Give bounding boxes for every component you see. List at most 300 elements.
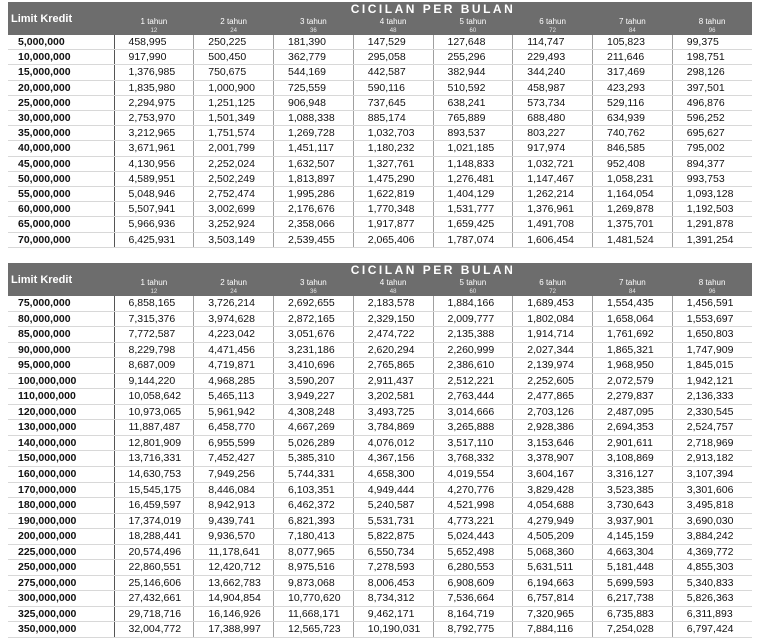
table-row: [8, 544, 752, 560]
installment-cell: 7,884,116: [513, 622, 593, 638]
installment-cell: 4,471,456: [194, 342, 274, 358]
installment-cell: 2,718,969: [672, 435, 752, 451]
installment-cell: 8,446,084: [194, 482, 274, 498]
installment-cell: 1,391,254: [672, 232, 752, 247]
tenor-months-header: 60: [433, 288, 513, 296]
installment-cell: 6,757,814: [513, 591, 593, 607]
installment-cell: 1,058,231: [593, 171, 673, 186]
tenor-months-header: 24: [194, 288, 274, 296]
installment-cell: 638,241: [433, 95, 513, 110]
installment-cell: 5,652,498: [433, 544, 513, 560]
tenor-months-header: 96: [672, 27, 752, 35]
installment-cell: 14,630,753: [114, 467, 194, 483]
installment-cell: 725,559: [274, 80, 354, 95]
installment-cell: 2,901,611: [593, 435, 673, 451]
table-row: [8, 513, 752, 529]
installment-cell: 688,480: [513, 111, 593, 126]
installment-cell: 737,645: [353, 95, 433, 110]
installment-cell: 105,823: [593, 35, 673, 50]
installment-cell: 1,180,232: [353, 141, 433, 156]
installment-cell: 5,385,310: [274, 451, 354, 467]
installment-cell: 2,692,655: [274, 296, 354, 311]
installment-cell: 2,136,333: [672, 389, 752, 405]
installment-cell: 8,792,775: [433, 622, 513, 638]
installment-cell: 18,288,441: [114, 529, 194, 545]
installment-cell: 2,911,437: [353, 373, 433, 389]
installment-cell: 20,574,496: [114, 544, 194, 560]
installment-cell: 1,375,701: [593, 217, 673, 232]
installment-cell: 885,174: [353, 111, 433, 126]
table-row: [8, 467, 752, 483]
tenor-months-header: 96: [672, 288, 752, 296]
installment-cell: 3,517,110: [433, 435, 513, 451]
limit-cell: 225,000,000: [8, 544, 114, 560]
installment-cell: 3,768,332: [433, 451, 513, 467]
installment-cell: 4,145,159: [593, 529, 673, 545]
installment-cell: 6,550,734: [353, 544, 433, 560]
limit-cell: 100,000,000: [8, 373, 114, 389]
table-row: [8, 171, 752, 186]
installment-cell: 3,410,696: [274, 358, 354, 374]
installment-cell: 6,194,663: [513, 575, 593, 591]
table-row: [8, 575, 752, 591]
installment-cell: 2,329,150: [353, 311, 433, 327]
installment-cell: 362,779: [274, 50, 354, 65]
installment-cell: 99,375: [672, 35, 752, 50]
installment-cell: 917,990: [114, 50, 194, 65]
installment-cell: 4,663,304: [593, 544, 673, 560]
installment-cell: 3,784,869: [353, 420, 433, 436]
installment-cell: 7,278,593: [353, 560, 433, 576]
installment-cell: 3,937,901: [593, 513, 673, 529]
installment-cell: 1,632,507: [274, 156, 354, 171]
installment-cell: 1,813,897: [274, 171, 354, 186]
installment-cell: 1,251,125: [194, 95, 274, 110]
installment-cell: 4,270,776: [433, 482, 513, 498]
installment-cell: 7,452,427: [194, 451, 274, 467]
installment-cell: 2,176,676: [274, 202, 354, 217]
installment-cell: 9,439,741: [194, 513, 274, 529]
installment-cell: 4,369,772: [672, 544, 752, 560]
installment-cell: 1,865,321: [593, 342, 673, 358]
installment-cell: 16,459,597: [114, 498, 194, 514]
table-body: [8, 296, 752, 638]
installment-cell: 2,027,344: [513, 342, 593, 358]
table-row: [8, 560, 752, 576]
installment-cell: 740,762: [593, 126, 673, 141]
installment-cell: 295,058: [353, 50, 433, 65]
table-row: [8, 311, 752, 327]
installment-cell: 3,495,818: [672, 498, 752, 514]
limit-cell: 275,000,000: [8, 575, 114, 591]
table-row: [8, 80, 752, 95]
installment-cell: 1,914,714: [513, 327, 593, 343]
installment-cell: 1,553,697: [672, 311, 752, 327]
installment-cell: 2,279,837: [593, 389, 673, 405]
table-row: [8, 529, 752, 545]
limit-cell: 110,000,000: [8, 389, 114, 405]
installment-cell: 2,001,799: [194, 141, 274, 156]
limit-cell: 200,000,000: [8, 529, 114, 545]
table-row: [8, 606, 752, 622]
installment-cell: 255,296: [433, 50, 513, 65]
limit-cell: 350,000,000: [8, 622, 114, 638]
table-row: [8, 451, 752, 467]
installment-cell: 11,668,171: [274, 606, 354, 622]
installment-cell: 9,462,171: [353, 606, 433, 622]
installment-cell: 3,002,699: [194, 202, 274, 217]
installment-cell: 3,153,646: [513, 435, 593, 451]
table-row: [8, 420, 752, 436]
table-row: [8, 622, 752, 638]
installment-cell: 5,181,448: [593, 560, 673, 576]
installment-cell: 2,183,578: [353, 296, 433, 311]
installment-cell: 8,164,719: [433, 606, 513, 622]
tenor-years-header: 7 tahun: [593, 277, 673, 288]
table-row: [8, 435, 752, 451]
installment-cell: 1,845,015: [672, 358, 752, 374]
tenor-months-header: 36: [274, 288, 354, 296]
installment-cell: 4,658,300: [353, 467, 433, 483]
table-row: [8, 389, 752, 405]
installment-cell: 2,358,066: [274, 217, 354, 232]
installment-cell: 952,408: [593, 156, 673, 171]
installment-cell: 4,308,248: [274, 404, 354, 420]
installment-cell: 1,491,708: [513, 217, 593, 232]
installment-cell: 1,456,591: [672, 296, 752, 311]
installment-cell: 1,751,574: [194, 126, 274, 141]
limit-cell: 60,000,000: [8, 202, 114, 217]
installment-cell: 3,301,606: [672, 482, 752, 498]
installment-cell: 1,148,833: [433, 156, 513, 171]
tenor-years-header: 8 tahun: [672, 16, 752, 27]
tenor-years-header: 2 tahun: [194, 277, 274, 288]
installment-cell: 590,116: [353, 80, 433, 95]
installment-cell: 12,801,909: [114, 435, 194, 451]
installment-cell: 2,135,388: [433, 327, 513, 343]
installment-cell: 1,968,950: [593, 358, 673, 374]
installment-cell: 1,192,503: [672, 202, 752, 217]
limit-cell: 5,000,000: [8, 35, 114, 50]
installment-cell: 382,944: [433, 65, 513, 80]
installment-cell: 11,178,641: [194, 544, 274, 560]
installment-cell: 3,671,961: [114, 141, 194, 156]
installment-cell: 4,279,949: [513, 513, 593, 529]
tenor-years-header: 6 tahun: [513, 277, 593, 288]
installment-cell: 1,554,435: [593, 296, 673, 311]
table-row: [8, 327, 752, 343]
installment-cell: 198,751: [672, 50, 752, 65]
installment-cell: 10,058,642: [114, 389, 194, 405]
installment-cell: 5,744,331: [274, 467, 354, 483]
tenor-years-row: [8, 16, 752, 27]
installment-cell: 7,180,413: [274, 529, 354, 545]
installment-table-1: [8, 2, 752, 248]
installment-cell: 3,231,186: [274, 342, 354, 358]
installment-cell: 17,388,997: [194, 622, 274, 638]
tenor-years-header: 8 tahun: [672, 277, 752, 288]
installment-cell: 6,103,351: [274, 482, 354, 498]
installment-cell: 5,024,443: [433, 529, 513, 545]
installment-cell: 442,587: [353, 65, 433, 80]
installment-cell: 2,487,095: [593, 404, 673, 420]
installment-cell: 147,529: [353, 35, 433, 50]
installment-cell: 2,294,975: [114, 95, 194, 110]
installment-cell: 3,604,167: [513, 467, 593, 483]
installment-cell: 2,330,545: [672, 404, 752, 420]
installment-cell: 1,404,129: [433, 187, 513, 202]
installment-cell: 846,585: [593, 141, 673, 156]
table-row: [8, 217, 752, 232]
installment-cell: 917,974: [513, 141, 593, 156]
limit-cell: 170,000,000: [8, 482, 114, 498]
tenor-years-row: [8, 277, 752, 288]
table-row: [8, 126, 752, 141]
limit-cell: 95,000,000: [8, 358, 114, 374]
limit-cell: 40,000,000: [8, 141, 114, 156]
installment-cell: 7,949,256: [194, 467, 274, 483]
installment-cell: 6,858,165: [114, 296, 194, 311]
installment-cell: 1,787,074: [433, 232, 513, 247]
limit-cell: 15,000,000: [8, 65, 114, 80]
installment-cell: 32,004,772: [114, 622, 194, 638]
installment-cell: 3,726,214: [194, 296, 274, 311]
installment-cell: 11,887,487: [114, 420, 194, 436]
table-row: [8, 141, 752, 156]
tenor-years-header: 2 tahun: [194, 16, 274, 27]
limit-cell: 190,000,000: [8, 513, 114, 529]
installment-cell: 8,942,913: [194, 498, 274, 514]
installment-cell: 1,376,985: [114, 65, 194, 80]
installment-cell: 6,311,893: [672, 606, 752, 622]
installment-cell: 2,703,126: [513, 404, 593, 420]
installment-cell: 8,229,798: [114, 342, 194, 358]
installment-cell: 5,699,593: [593, 575, 673, 591]
installment-cell: 993,753: [672, 171, 752, 186]
limit-cell: 65,000,000: [8, 217, 114, 232]
tenor-months-header: 12: [114, 288, 194, 296]
installment-cell: 510,592: [433, 80, 513, 95]
installment-cell: 4,855,303: [672, 560, 752, 576]
installment-cell: 10,190,031: [353, 622, 433, 638]
tenor-months-header: 12: [114, 27, 194, 35]
installment-cell: 634,939: [593, 111, 673, 126]
limit-cell: 325,000,000: [8, 606, 114, 622]
table-row: [8, 65, 752, 80]
tenor-months-header: 24: [194, 27, 274, 35]
installment-cell: 894,377: [672, 156, 752, 171]
installment-cell: 6,735,883: [593, 606, 673, 622]
table-body: [8, 35, 752, 247]
installment-cell: 5,465,113: [194, 389, 274, 405]
installment-cell: 1,021,185: [433, 141, 513, 156]
installment-cell: 3,829,428: [513, 482, 593, 498]
installment-cell: 8,975,516: [274, 560, 354, 576]
installment-cell: 1,093,128: [672, 187, 752, 202]
installment-cell: 1,942,121: [672, 373, 752, 389]
installment-cell: 1,000,900: [194, 80, 274, 95]
installment-cell: 1,747,909: [672, 342, 752, 358]
installment-cell: 2,065,406: [353, 232, 433, 247]
limit-cell: 130,000,000: [8, 420, 114, 436]
installment-cell: 3,107,394: [672, 467, 752, 483]
installment-cell: 2,763,444: [433, 389, 513, 405]
installment-cell: 1,835,980: [114, 80, 194, 95]
installment-cell: 15,545,175: [114, 482, 194, 498]
installment-cell: 2,539,455: [274, 232, 354, 247]
limit-cell: 20,000,000: [8, 80, 114, 95]
installment-cell: 458,987: [513, 80, 593, 95]
installment-cell: 1,088,338: [274, 111, 354, 126]
installment-cell: 4,773,221: [433, 513, 513, 529]
table-row: [8, 111, 752, 126]
installment-table-2: [8, 263, 752, 638]
installment-cell: 750,675: [194, 65, 274, 80]
tenor-years-header: 3 tahun: [274, 16, 354, 27]
installment-cell: 6,217,738: [593, 591, 673, 607]
installment-cell: 22,860,551: [114, 560, 194, 576]
installment-cell: 795,002: [672, 141, 752, 156]
table-row: [8, 404, 752, 420]
tenor-months-header: 48: [353, 288, 433, 296]
installment-cell: 6,462,372: [274, 498, 354, 514]
tenor-years-header: 5 tahun: [433, 277, 513, 288]
installment-cell: 12,420,712: [194, 560, 274, 576]
installment-cell: 5,531,731: [353, 513, 433, 529]
installment-cell: 7,254,028: [593, 622, 673, 638]
table-row: [8, 202, 752, 217]
installment-cell: 6,797,424: [672, 622, 752, 638]
installment-cell: 458,995: [114, 35, 194, 50]
limit-cell: 50,000,000: [8, 171, 114, 186]
installment-cell: 1,659,425: [433, 217, 513, 232]
limit-cell: 45,000,000: [8, 156, 114, 171]
installment-cell: 211,646: [593, 50, 673, 65]
installment-cell: 1,650,803: [672, 327, 752, 343]
installment-cell: 1,761,692: [593, 327, 673, 343]
installment-cell: 3,974,628: [194, 311, 274, 327]
installment-cell: 4,521,998: [433, 498, 513, 514]
installment-cell: 1,262,214: [513, 187, 593, 202]
tenor-months-row: [8, 288, 752, 296]
installment-cell: 5,826,363: [672, 591, 752, 607]
installment-cell: 3,503,149: [194, 232, 274, 247]
tenor-months-header: 84: [593, 27, 673, 35]
tenor-months-header: 84: [593, 288, 673, 296]
installment-cell: 2,620,294: [353, 342, 433, 358]
installment-cell: 1,689,453: [513, 296, 593, 311]
tenor-months-header: 36: [274, 27, 354, 35]
installment-cell: 9,936,570: [194, 529, 274, 545]
installment-cell: 695,627: [672, 126, 752, 141]
table-row: [8, 498, 752, 514]
installment-cell: 5,026,289: [274, 435, 354, 451]
installment-cell: 2,252,605: [513, 373, 593, 389]
table-row: [8, 482, 752, 498]
installment-cell: 7,536,664: [433, 591, 513, 607]
limit-cell: 140,000,000: [8, 435, 114, 451]
installment-cell: 1,475,290: [353, 171, 433, 186]
limit-kredit-header: Limit Kredit: [8, 2, 114, 35]
table-title: CICILAN PER BULAN: [114, 2, 752, 16]
table-row: [8, 296, 752, 311]
installment-cell: 6,955,599: [194, 435, 274, 451]
installment-cell: 423,293: [593, 80, 673, 95]
installment-cell: 5,961,942: [194, 404, 274, 420]
installment-cell: 29,718,716: [114, 606, 194, 622]
installment-cell: 2,694,353: [593, 420, 673, 436]
installment-cell: 803,227: [513, 126, 593, 141]
installment-cell: 1,147,467: [513, 171, 593, 186]
installment-cell: 2,502,249: [194, 171, 274, 186]
installment-cell: 17,374,019: [114, 513, 194, 529]
installment-cell: 2,928,386: [513, 420, 593, 436]
installment-cell: 6,425,931: [114, 232, 194, 247]
limit-cell: 10,000,000: [8, 50, 114, 65]
installment-cell: 3,523,385: [593, 482, 673, 498]
installment-cell: 1,606,454: [513, 232, 593, 247]
installment-cell: 2,872,165: [274, 311, 354, 327]
installment-cell: 5,631,511: [513, 560, 593, 576]
tenor-months-header: 60: [433, 27, 513, 35]
installment-cell: 127,648: [433, 35, 513, 50]
tenor-years-header: 1 tahun: [114, 16, 194, 27]
installment-cell: 1,451,117: [274, 141, 354, 156]
installment-cell: 2,139,974: [513, 358, 593, 374]
installment-cell: 8,006,453: [353, 575, 433, 591]
installment-cell: 4,367,156: [353, 451, 433, 467]
installment-cell: 114,747: [513, 35, 593, 50]
installment-cell: 3,590,207: [274, 373, 354, 389]
installment-cell: 2,512,221: [433, 373, 513, 389]
installment-cell: 8,734,312: [353, 591, 433, 607]
installment-cell: 4,719,871: [194, 358, 274, 374]
installment-cell: 7,315,376: [114, 311, 194, 327]
installment-cell: 1,802,084: [513, 311, 593, 327]
installment-cell: 2,474,722: [353, 327, 433, 343]
installment-cell: 1,481,524: [593, 232, 673, 247]
limit-cell: 25,000,000: [8, 95, 114, 110]
tenor-months-header: 72: [513, 288, 593, 296]
table-row: [8, 95, 752, 110]
installment-cell: 1,269,878: [593, 202, 673, 217]
installment-cell: 4,589,951: [114, 171, 194, 186]
installment-cell: 1,269,728: [274, 126, 354, 141]
limit-cell: 35,000,000: [8, 126, 114, 141]
installment-cell: 5,048,946: [114, 187, 194, 202]
installment-cell: 906,948: [274, 95, 354, 110]
installment-cell: 5,966,936: [114, 217, 194, 232]
tenor-years-header: 1 tahun: [114, 277, 194, 288]
tenor-months-row: [8, 27, 752, 35]
installment-cell: 13,662,783: [194, 575, 274, 591]
installment-cell: 2,252,024: [194, 156, 274, 171]
tenor-years-header: 4 tahun: [353, 16, 433, 27]
installment-cell: 1,917,877: [353, 217, 433, 232]
installment-cell: 5,340,833: [672, 575, 752, 591]
installment-cell: 14,904,854: [194, 591, 274, 607]
installment-cell: 181,390: [274, 35, 354, 50]
installment-cell: 6,280,553: [433, 560, 513, 576]
installment-cell: 3,730,643: [593, 498, 673, 514]
installment-cell: 16,146,926: [194, 606, 274, 622]
table-row: [8, 591, 752, 607]
installment-cell: 1,995,286: [274, 187, 354, 202]
installment-cell: 3,212,965: [114, 126, 194, 141]
installment-cell: 544,169: [274, 65, 354, 80]
installment-cell: 4,019,554: [433, 467, 513, 483]
tenor-years-header: 5 tahun: [433, 16, 513, 27]
